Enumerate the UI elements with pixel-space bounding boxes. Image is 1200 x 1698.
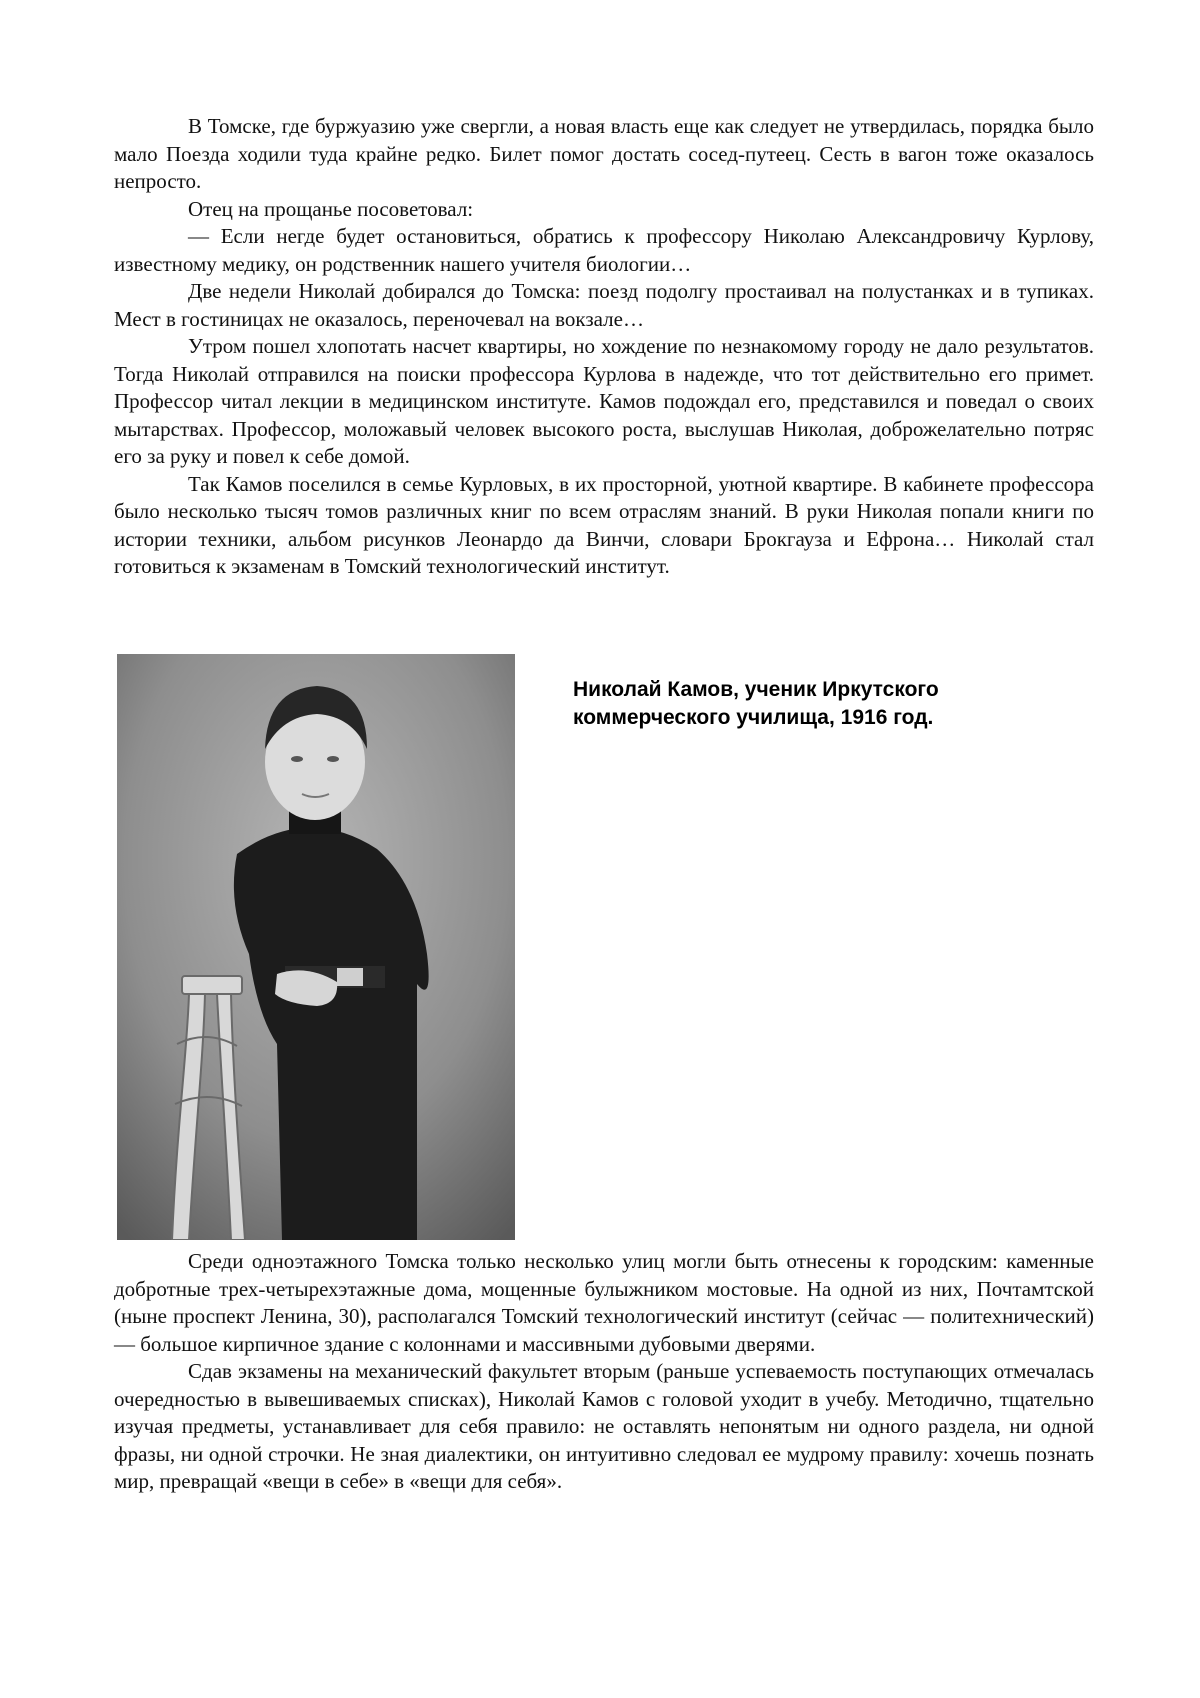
- paragraph: Среди одноэтажного Томска только несколько улиц могли быть отнесены к городским: каменные добротные трех-четырехэтажные дома, мощенные булыжником мостовые. На одной из них, Почтамтской (ныне проспект Ленина, 30), располагался Томский технологический институт (сейчас — политехнический) — большое кирпичное здание с колоннами и массивными дубовыми дверями.: [114, 1249, 1094, 1356]
- paragraph: Сдав экзамены на механический факультет вторым (раньше успеваемость поступающих отмечалась очередностью в вывешиваемых списках), Николай Камов с головой уходит в учебу. Методично, тщательно изучая предметы, устанавливает для себя правило: не оставлять непонятым ни одного раздела, ни одной фразы, ни одной строчки. Не зная диалектики, он интуитивно следовал ее мудрому правилу: хочешь познать мир, превращай «вещи в себе» в «вещи для себя».: [114, 1359, 1094, 1493]
- portrait-photo-icon: [117, 654, 515, 1240]
- paragraph: Так Камов поселился в семье Курловых, в их просторной, уютной квартире. В кабинете профессора было несколько тысяч томов различных книг по всем отраслям знаний. В руки Николая попали книги по истории техники, альбом рисунков Леонардо да Винчи, словари Брокгауза и Ефрона… Николай стал готовиться к экзаменам в Томский технологический институт.: [114, 471, 1094, 578]
- portrait-photo: [117, 654, 515, 1240]
- paragraph: — Если негде будет остановиться, обратись к профессору Николаю Александровичу Курлову, известному медику, он родственник нашего учителя биологии…: [114, 224, 1094, 276]
- paragraph: Утром пошел хлопотать насчет квартиры, но хождение по незнакомому городу не дало результатов. Тогда Николай отправился на поиски профессора Курлова в надежде, что тот действительно его примет. Профессор читал лекции в медицинском институте. Камов подождал его, представился и поведал о своих мытарствах. Профессор, моложавый человек высокого роста, выслушав Николая, доброжелательно потряс его за руку и повел к себе домой.: [114, 334, 1094, 468]
- caption-line: коммерческого училища, 1916 год.: [573, 706, 934, 729]
- caption-line: Николай Камов, ученик Иркутского: [573, 678, 939, 701]
- paragraph: Отец на прощанье посоветовал:: [188, 196, 474, 221]
- text-block-bottom: [114, 1248, 1094, 1496]
- paragraph: Две недели Николай добирался до Томска: поезд подолгу простаивал на полустанках и в тупиках. Мест в гостиницах не оказалось, переночевал на вокзале…: [114, 279, 1094, 331]
- text-block-top: [114, 113, 1094, 581]
- photo-caption: [573, 676, 1013, 732]
- paragraph: В Томске, где буржуазию уже свергли, а новая власть еще как следует не утвердилась, порядка было мало Поезда ходили туда крайне редко. Билет помог достать сосед-путеец. Сесть в вагон тоже оказалось непросто.: [114, 114, 1094, 193]
